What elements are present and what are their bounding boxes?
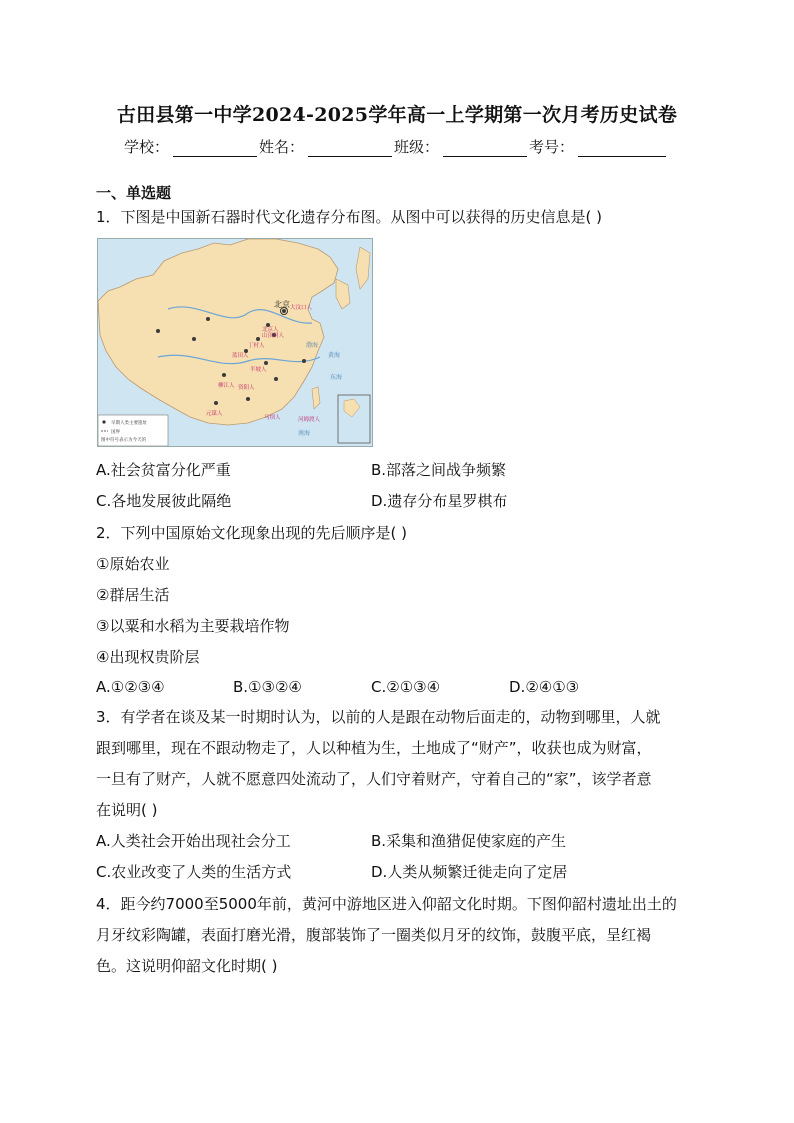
q1-stem: 1．下图是中国新石器时代文化遗存分布图。从图中可以获得的历史信息是( ): [96, 208, 603, 226]
q2-item-1: ①原始农业: [96, 555, 170, 573]
school-field[interactable]: [173, 140, 257, 157]
q2-item-2: ②群居生活: [96, 586, 170, 604]
q1-option-d[interactable]: D.遗存分布星罗棋布: [371, 492, 508, 510]
name-label: 姓名：: [259, 138, 305, 156]
land-area: [98, 239, 341, 425]
svg-text:元谋人: 元谋人: [206, 411, 223, 417]
svg-text:早期人类主要遗址: 早期人类主要遗址: [111, 421, 147, 426]
q3-line-2: 跟到哪里，现在不跟动物走了，人以种植为生，土地成了“财产”，收获也成为财富，: [96, 739, 652, 757]
svg-text:河姆渡人: 河姆渡人: [298, 417, 321, 423]
q3-option-c[interactable]: C.农业改变了人类的生活方式: [96, 863, 292, 881]
svg-text:渤海: 渤海: [306, 342, 319, 349]
q1-option-c[interactable]: C.各地发展彼此隔绝: [96, 492, 232, 510]
svg-text:图中符号表示为今天的: 图中符号表示为今天的: [101, 438, 146, 443]
svg-text:山顶洞人: 山顶洞人: [262, 333, 285, 339]
q3-line-3: 一旦有了财产，人就不愿意四处流动了，人们守着财产，守着自己的“家”，该学者意: [96, 770, 652, 788]
svg-text:国界: 国界: [111, 430, 120, 435]
svg-text:东海: 东海: [330, 374, 343, 381]
q2-stem: 2．下列中国原始文化现象出现的先后顺序是( ): [96, 524, 408, 542]
q1-option-a[interactable]: A.社会贫富分化严重: [96, 461, 231, 479]
svg-text:黄海: 黄海: [328, 352, 341, 359]
china-map-graphic: [98, 239, 372, 446]
q4-line-2: 月牙纹彩陶罐，表面打磨光滑，腹部装饰了一圈类似月牙的纹饰，鼓腹平底，呈红褐: [96, 926, 652, 944]
q2-option-b[interactable]: B.①③②④: [233, 678, 302, 696]
number-label: 考号：: [529, 138, 575, 156]
section-heading: 一、单选题: [96, 184, 172, 202]
q3-option-d[interactable]: D.人类从频繁迁徙走向了定居: [371, 863, 568, 881]
q4-line-1: 4．距今约7000至5000年前，黄河中游地区进入仰韶文化时期。下图仰韶村遗址出土的: [96, 895, 677, 913]
q2-item-4: ④出现权贵阶层: [96, 648, 200, 666]
q3-line-4: 在说明( ): [96, 801, 158, 819]
q3-option-a[interactable]: A.人类社会开始出现社会分工: [96, 832, 291, 850]
class-label: 班级：: [394, 138, 440, 156]
svg-text:大汶口人: 大汶口人: [290, 305, 313, 311]
q3-line-1: 3．有学者在谈及某一时期时认为，以前的人是跟在动物后面走的，动物到哪里，人就: [96, 708, 661, 726]
class-field[interactable]: [443, 140, 527, 157]
student-info-row: [124, 136, 668, 157]
neolithic-sites-map: [97, 238, 373, 447]
svg-text:马坝人: 马坝人: [264, 415, 281, 421]
q2-item-3: ③以粟和水稻为主要栽培作物: [96, 617, 290, 635]
name-field[interactable]: [308, 140, 392, 157]
q1-option-b[interactable]: B.部落之间战争频繁: [371, 461, 507, 479]
q3-option-b[interactable]: B.采集和渔猎促使家庭的产生: [371, 832, 567, 850]
q2-option-c[interactable]: C.②①③④: [371, 678, 441, 696]
capital-label: 北京: [274, 300, 290, 309]
svg-text:南海: 南海: [298, 430, 311, 437]
q4-line-3: 色。这说明仰韶文化时期( ): [96, 957, 278, 975]
svg-text:蓝田人: 蓝田人: [232, 353, 249, 359]
exam-title: 古田县第一中学2024-2025学年高一上学期第一次月考历史试卷: [116, 104, 678, 126]
q2-option-a[interactable]: A.①②③④: [96, 678, 165, 696]
q2-option-d[interactable]: D.②④①③: [509, 678, 580, 696]
svg-text:柳江人: 柳江人: [218, 383, 235, 389]
school-label: 学校：: [124, 138, 170, 156]
svg-text:半坡人: 半坡人: [250, 367, 267, 373]
svg-text:北京人: 北京人: [262, 327, 279, 333]
svg-text:丁村人: 丁村人: [248, 343, 265, 349]
svg-text:资阳人: 资阳人: [238, 385, 255, 391]
number-field[interactable]: [578, 140, 666, 157]
